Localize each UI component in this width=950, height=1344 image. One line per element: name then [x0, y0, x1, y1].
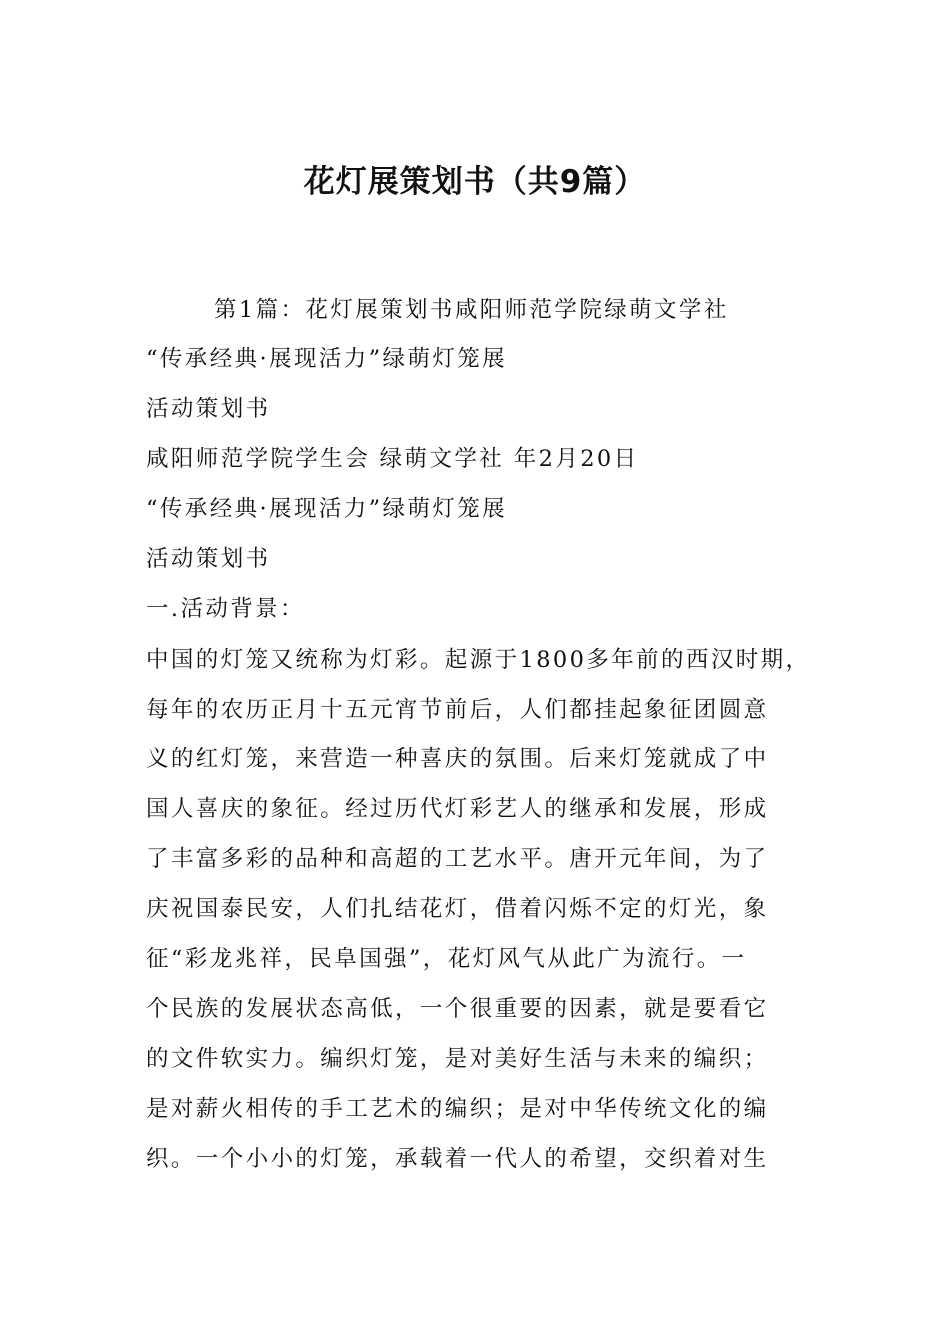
paragraph-line: 个民族的发展状态高低，一个很重要的因素，就是要看它 — [146, 996, 769, 1022]
paragraph-line: 义的红灯笼，来营造一种喜庆的氛围。后来灯笼就成了中 — [146, 746, 769, 772]
paragraph-line: 第1篇：花灯展策划书咸阳师范学院绿萌文学社 — [214, 297, 729, 323]
paragraph-line: 织。一个小小的灯笼，承载着一代人的希望，交织着对生 — [146, 1146, 769, 1172]
paragraph-line: 国人喜庆的象征。经过历代灯彩艺人的继承和发展，形成 — [146, 796, 769, 822]
document-title: 花灯展策划书（共9篇） — [303, 164, 647, 200]
paragraph-line: 活动策划书 — [146, 396, 271, 422]
paragraph-line: 活动策划书 — [146, 546, 271, 572]
paragraph-line: 咸阳师范学院学生会 绿萌文学社 年2月20日 — [146, 446, 639, 472]
paragraph-line: “传承经典·展现活力”绿萌灯笼展 — [146, 346, 508, 372]
paragraph-line: 是对薪火相传的手工艺术的编织；是对中华传统文化的编 — [146, 1096, 769, 1122]
paragraph-line: 的文件软实力。编织灯笼，是对美好生活与未来的编织； — [146, 1046, 769, 1072]
section-heading: 一.活动背景： — [146, 596, 305, 622]
paragraph-line: 征“彩龙兆祥，民阜国强”，花灯风气从此广为流行。一 — [146, 946, 747, 972]
paragraph-line: 每年的农历正月十五元宵节前后，人们都挂起象征团圆意 — [146, 697, 769, 723]
paragraph-line: 庆祝国泰民安，人们扎结花灯，借着闪烁不定的灯光，象 — [146, 896, 769, 922]
paragraph-line: “传承经典·展现活力”绿萌灯笼展 — [146, 496, 508, 522]
paragraph-line: 中国的灯笼又统称为灯彩。起源于1800多年前的西汉时期， — [146, 647, 811, 673]
paragraph-line: 了丰富多彩的品种和高超的工艺水平。唐开元年间，为了 — [146, 846, 769, 872]
